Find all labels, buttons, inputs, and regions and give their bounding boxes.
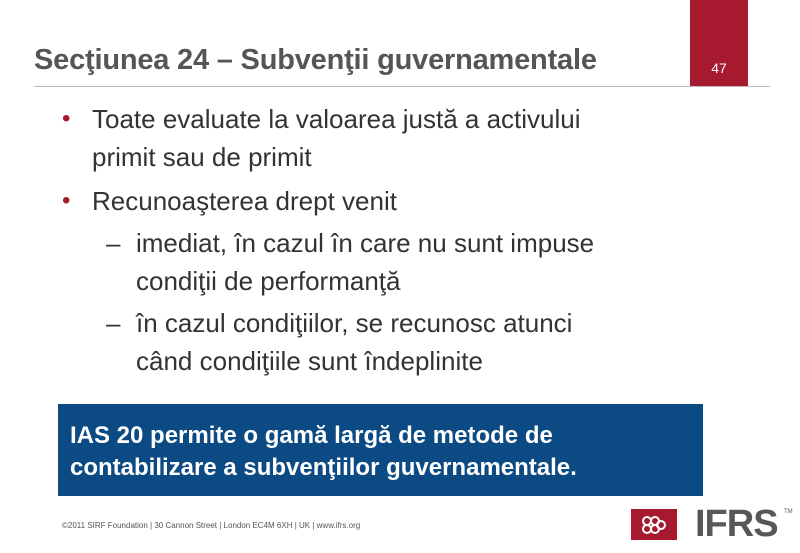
sub-bullet-text-line: în cazul condiţiilor, se recunosc atunci	[136, 308, 573, 338]
sub-bullet-text-line: când condiţiile sunt îndeplinite	[136, 346, 483, 376]
callout-line: contabilizare a subvenţiilor guvernamentale.	[70, 454, 577, 481]
sub-bullet-marker: –	[106, 228, 121, 258]
callout-box	[58, 404, 703, 496]
callout-line: IAS 20 permite o gamă largă de metode de	[70, 422, 553, 449]
bullet-text-line: primit sau de primit	[92, 142, 312, 172]
sub-bullet-item	[62, 304, 762, 380]
knot-icon	[631, 509, 677, 540]
ifrs-logo	[631, 503, 795, 545]
footer-text: ©2011 SIRF Foundation | 30 Cannon Street | London EC4M 6XH | UK | www.ifrs.org	[62, 521, 361, 530]
page-number: 47	[711, 60, 727, 76]
bullet-text-line: Toate evaluate la valoarea justă a activului	[92, 104, 581, 134]
sub-bullet-item	[62, 224, 762, 300]
bullet-item	[62, 182, 762, 220]
logo-trademark: TM	[784, 509, 793, 515]
sub-bullet-marker: –	[106, 308, 121, 338]
bullet-marker: •	[62, 187, 71, 214]
sub-bullet-text-line: imediat, în cazul în care nu sunt impuse	[136, 228, 595, 258]
logo-wordmark: IFRS	[695, 503, 778, 545]
callout-text	[70, 420, 577, 484]
logo-emblem	[631, 509, 677, 540]
bullet-text: Recunoaşterea drept venit	[92, 186, 397, 216]
bullet-item	[62, 100, 762, 176]
title-divider	[34, 86, 770, 87]
sub-bullet-text-line: condiţii de performanţă	[136, 266, 401, 296]
page-number-tab	[690, 0, 748, 86]
slide-title: Secţiunea 24 – Subvenţii guvernamentale	[34, 44, 597, 76]
bullet-marker: •	[62, 105, 71, 132]
slide-content	[62, 100, 762, 380]
